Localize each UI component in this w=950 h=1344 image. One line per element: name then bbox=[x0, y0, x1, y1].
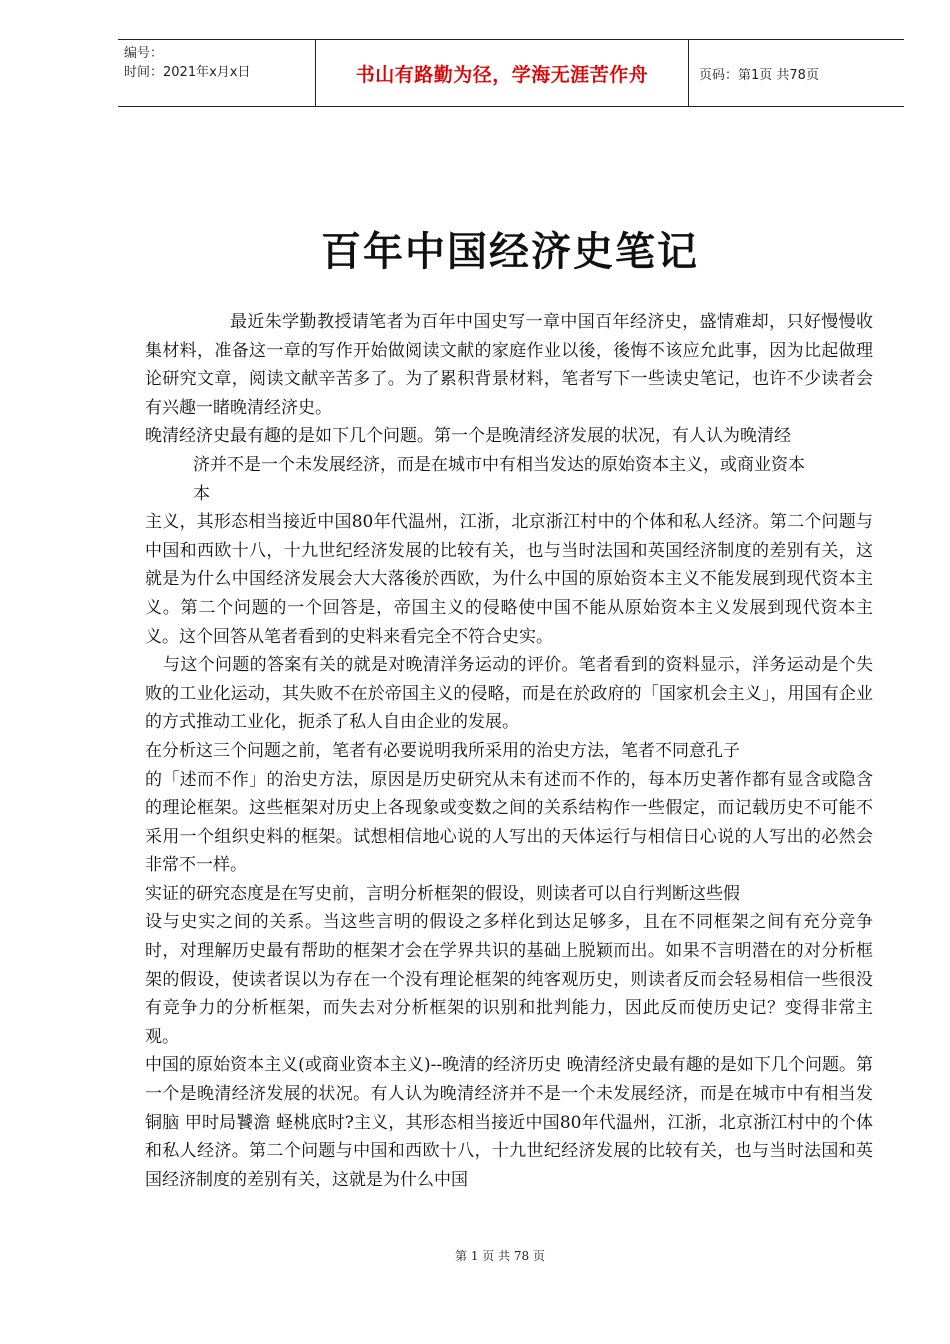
paragraph: 中国的原始资本主义(或商业资本主义)--晚清的经济历史 晚清经济史最有趣的是如下几个问题。第一个是晚清经济发展的状况。有人认为晚清经济并不是一个未发展经济，而是在城市中有相当发铜脑 甲时局饕澹 蛏桃底时?主义，其形态相当接近中国80年代温州，江浙，北京浙江村中的个体和私人经济。第二个问题与中国和西欧十八，十九世纪经济发展的比较有关，也与当时法国和英国经济制度的差别有关，这就是为什么中国 bbox=[145, 1055, 873, 1190]
page-footer: 第 1 页 共 78 页 bbox=[455, 1249, 545, 1263]
paragraph: 与这个问题的答案有关的就是对晚清洋务运动的评价。笔者看到的资料显示，洋务运动是个失败的工业化运动，其失败不在於帝国主义的侵略，而是在於政府的「国家机会主义」，用国有企业的方式推动工业化，扼杀了私人自由企业的发展。 bbox=[145, 655, 873, 733]
page-header bbox=[118, 39, 904, 107]
document-body bbox=[145, 308, 873, 1194]
document-title: 百年中国经济史笔记 bbox=[321, 229, 699, 275]
paragraph: 在分析这三个问题之前，笔者有必要说明我所采用的治史方法，笔者不同意孔子 bbox=[145, 740, 740, 761]
paragraph: 济并不是一个未发展经济，而是在城市中有相当发达的原始资本主义，或商业资本 bbox=[193, 454, 805, 475]
header-number-label: 编号： bbox=[124, 46, 164, 61]
header-time-label: 时间：2021年x月x日 bbox=[124, 65, 251, 80]
header-motto: 书山有路勤为径，学海无涯苦作舟 bbox=[315, 40, 689, 107]
paragraph-tail: 本 bbox=[193, 483, 210, 504]
header-meta bbox=[124, 44, 250, 82]
header-page-info: 页码：第1页 共78页 bbox=[699, 68, 819, 83]
paragraph: 最近朱学勤教授请笔者为百年中国史写一章中国百年经济史，盛情难却，只好慢慢收集材料，准备这一章的写作开始做阅读文献的家庭作业以後，後悔不该应允此事，因为比起做理论研究文章，阅读文献辛苦多了。为了累积背景材料，笔者写下一些读史笔记，也许不少读者会有兴趣一睹晚清经济史。 bbox=[145, 312, 873, 418]
paragraph: 晚清经济史最有趣的是如下几个问题。第一个是晚清经济发展的状况，有人认为晚清经 bbox=[145, 426, 791, 447]
paragraph: 的「述而不作」的治史方法，原因是历史研究从未有述而不作的，每本历史著作都有显含或隐含的理论框架。这些框架对历史上各现象或变数之间的关系结构作一些假定，而记载历史不可能不采用一个组织史料的框架。试想相信地心说的人写出的天体运行与相信日心说的人写出的必然会非常不一样。 bbox=[145, 769, 873, 876]
paragraph: 主义，其形态相当接近中国80年代温州，江浙，北京浙江村中的个体和私人经济。第二个问题与中国和西欧十八，十九世纪经济发展的比较有关，也与当时法国和英国经济制度的差别有关，这就是为什么中国经济发展会大大落後於西欧，为什么中国的原始资本主义不能发展到现代资本主义。第二个问题的一个回答是，帝国主义的侵略使中国不能从原始资本主义发展到现代资本主义。这个回答从笔者看到的史料来看完全不符合史实。 bbox=[145, 512, 873, 647]
paragraph: 实证的研究态度是在写史前，言明分析框架的假设，则读者可以自行判断这些假 bbox=[145, 883, 740, 904]
paragraph: 设与史实之间的关系。当这些言明的假设之多样化到达足够多，且在不同框架之间有充分竞争时，对理解历史最有帮助的框架才会在学界共识的基础上脱颖而出。如果不言明潜在的对分析框架的假设，使读者误以为存在一个没有理论框架的纯客观历史，则读者反而会轻易相信一些很没有竞争力的分析框架，而失去对分析框架的识别和批判能力，因此反而使历史记？变得非常主观。 bbox=[145, 912, 873, 1047]
